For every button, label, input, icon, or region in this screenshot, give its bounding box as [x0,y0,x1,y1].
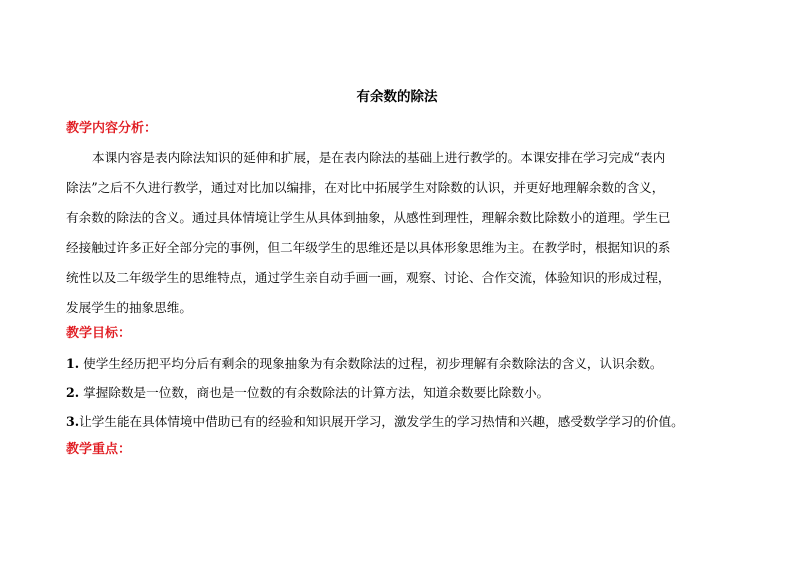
objective-text: 让学生能在具体情境中借助已有的经验和知识展开学习，激发学生的学习热情和兴趣，感受数学学习的价值。 [79,414,684,429]
section-heading-content-analysis: 教学内容分析： [66,121,158,136]
document-title: 有余数的除法 [356,89,438,105]
paragraph-line: 除法”之后不久进行教学，通过对比加以编排，在对比中拓展学生对除数的认识，并更好地理解余数的含义， [66,180,665,195]
objective-number: 2. [66,385,80,400]
objective-item-2 [66,384,549,402]
objective-text: 使学生经历把平均分后有剩余的现象抽象为有余数除法的过程，初步理解有余数除法的含义，认识余数。 [79,356,663,371]
objective-number: 3. [66,414,80,429]
objective-text: 掌握除数是一位数，商也是一位数的有余数除法的计算方法，知道余数要比除数小。 [79,385,550,400]
section-heading-key-points: 教学重点： [66,442,132,457]
section-heading-objectives: 教学目标： [66,326,132,341]
objective-number: 1. [66,356,80,371]
paragraph-line: 统性以及二年级学生的思维特点，通过学生亲自动手画一画，观察、讨论、合作交流，体验知识的形成过程， [66,270,671,285]
objective-item-1 [66,355,662,373]
paragraph-line: 有余数的除法的含义。通过具体情境让学生从具体到抽象，从感性到理性，理解余数比除数小的道理。学生已 [66,210,671,225]
objective-item-3 [66,413,684,431]
paragraph-line: 经接触过许多正好全部分完的事例，但二年级学生的思维还是以具体形象思维为主。在教学时，根据知识的系 [66,240,671,255]
paragraph-line: 本课内容是表内除法知识的延伸和扩展，是在表内除法的基础上进行教学的。本课安排在学习完成“表内 [92,150,666,165]
paragraph-line: 发展学生的抽象思维。 [66,300,192,315]
